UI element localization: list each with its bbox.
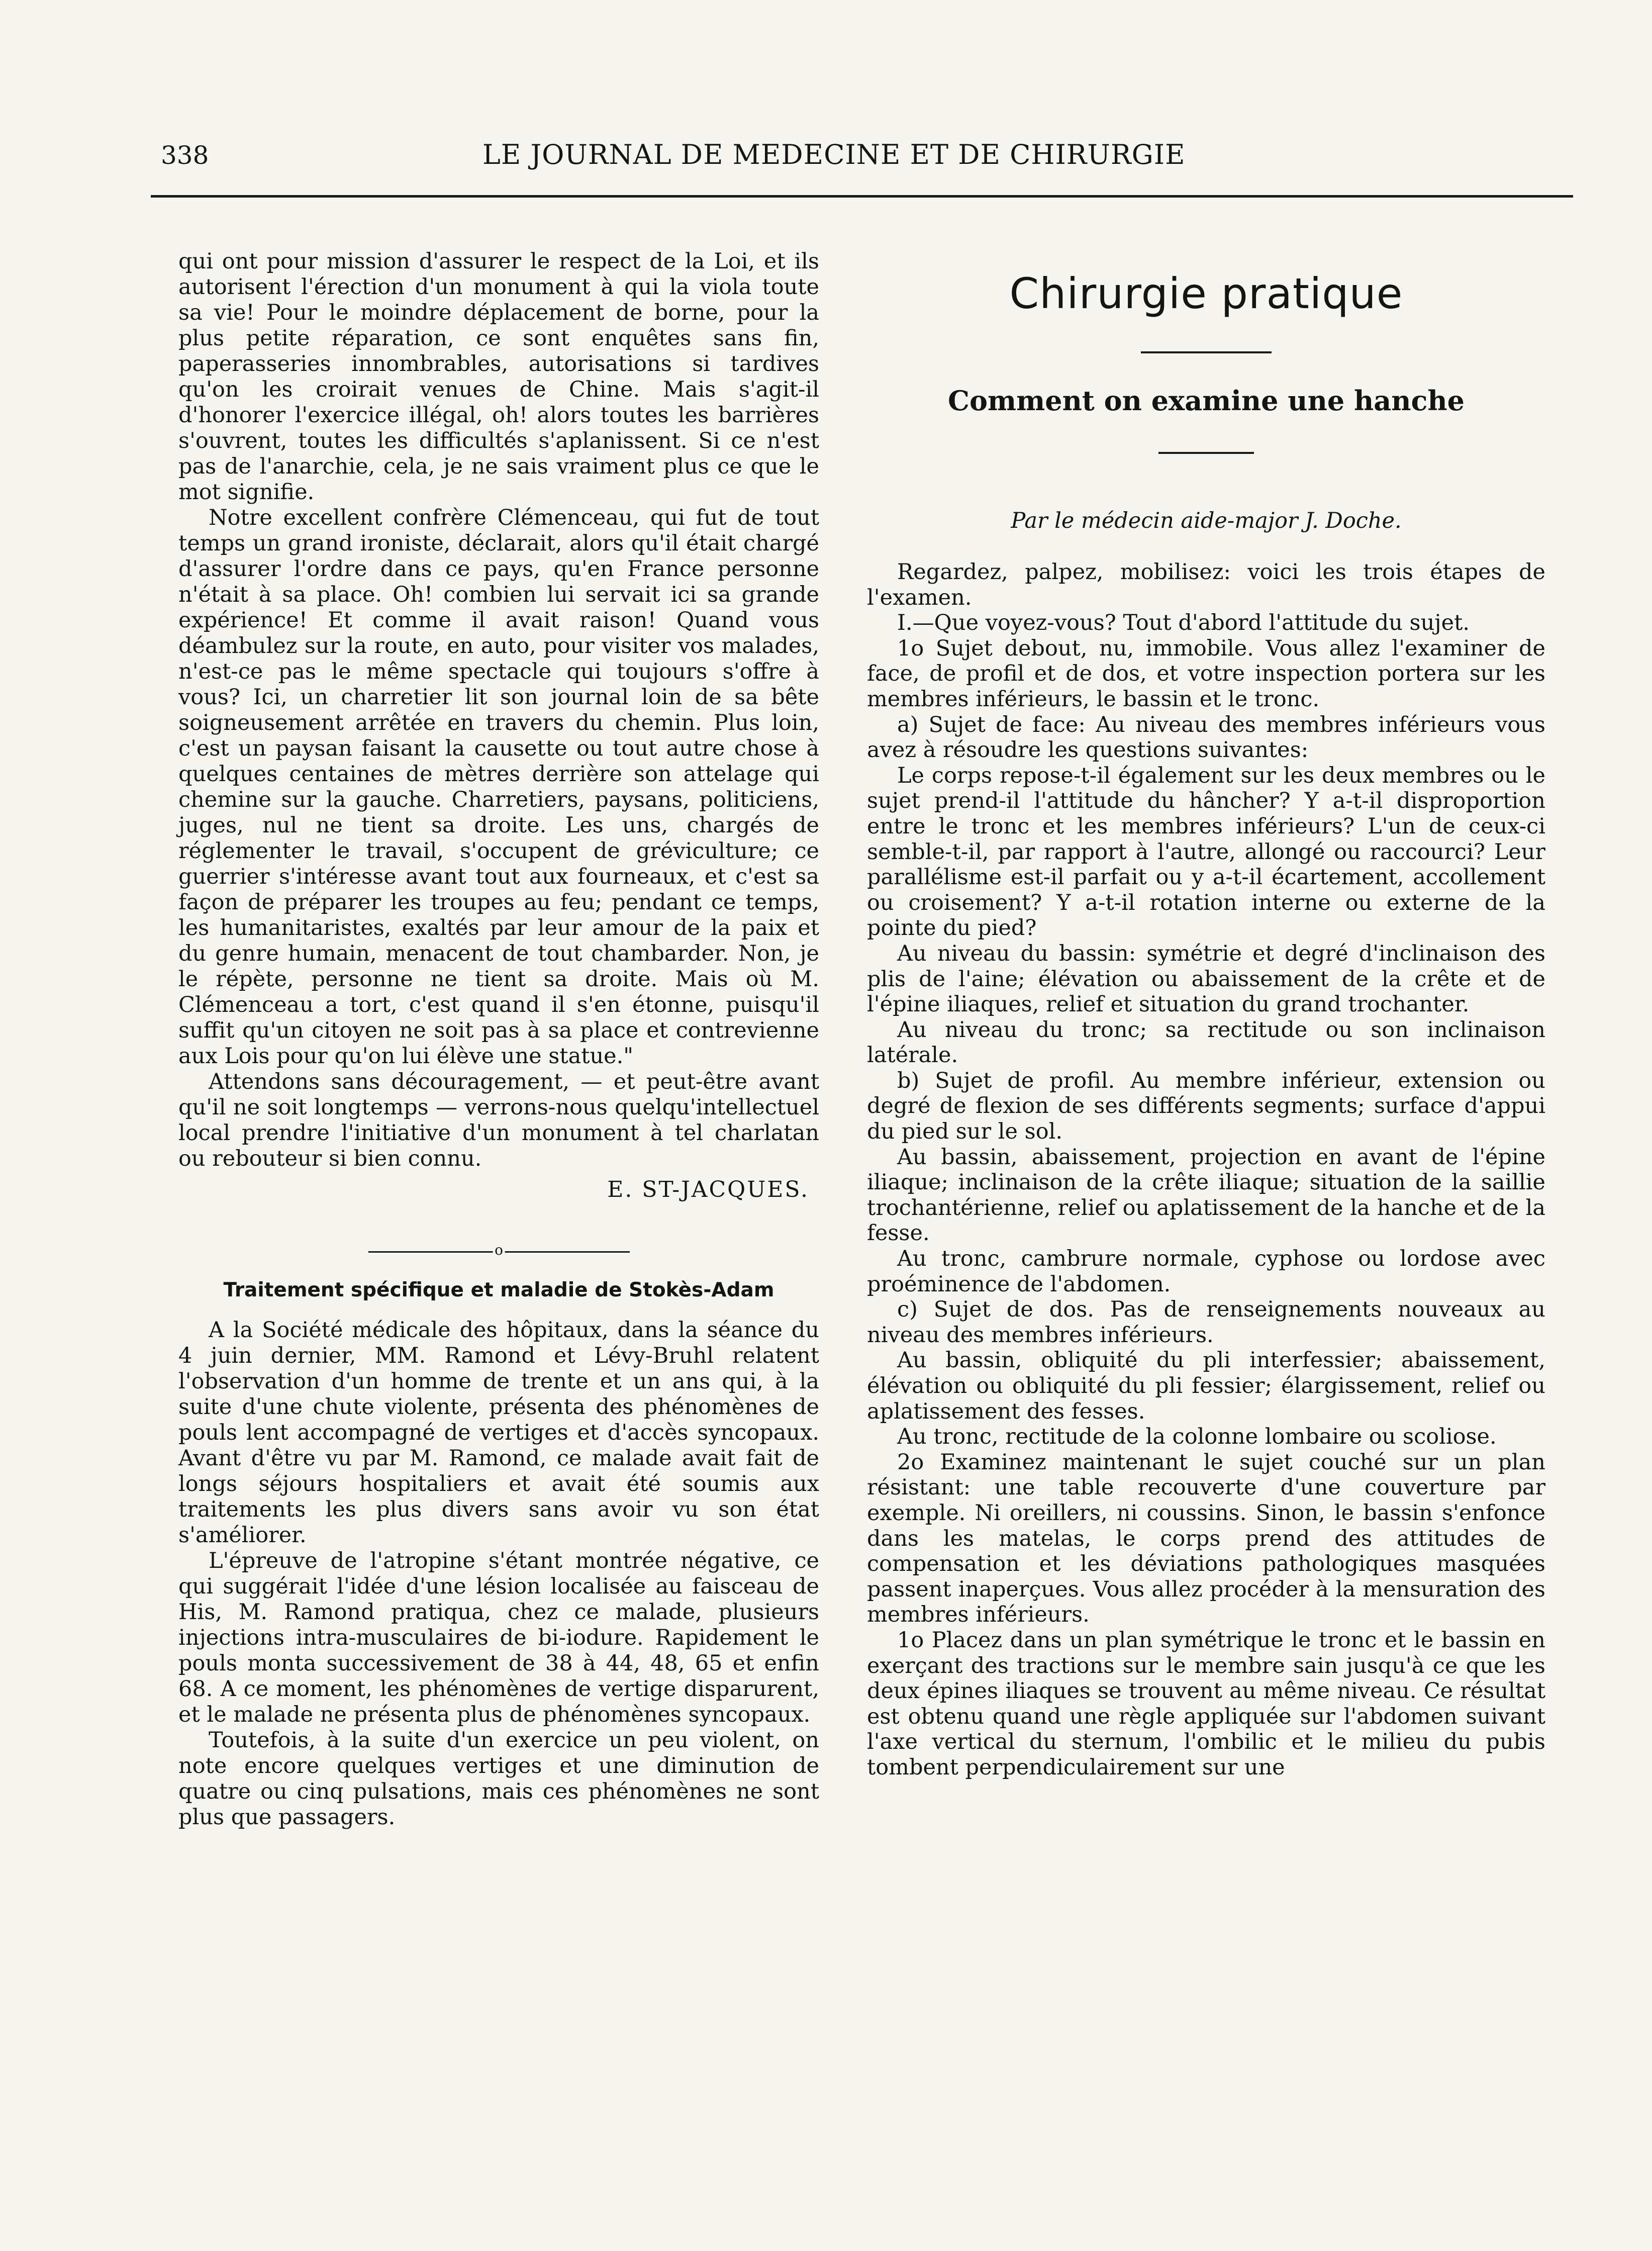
author-signature: E. ST-JACQUES. xyxy=(607,1177,809,1202)
paragraph: Au niveau du bassin: symétrie et degré d'inclinaison des plis de l'aine; élévation ou abaissement de la crête et de l'épine iliaques, relief et situation du grand trochanter. xyxy=(867,941,1545,1017)
paragraph: L'épreuve de l'atropine s'étant montrée négative, ce qui suggérait l'idée d'une lésion localisée au faisceau de His, M. Ramond pratiqua, chez ce malade, plusieurs injections intra-musculaires de bi-iodure. Rapidement le pouls monta successivement de 38 à 44, 48, 65 et enfin 68. A ce moment, les phénomènes de vertige disparurent, et le malade ne présenta plus de phénomènes syncopaux. xyxy=(178,1548,819,1727)
title-rule xyxy=(1141,351,1272,353)
running-title: LE JOURNAL DE MEDECINE ET DE CHIRURGIE xyxy=(482,139,1186,170)
article-heading: Traitement spécifique et maladie de Stokès-Adam xyxy=(223,1279,774,1301)
paragraph: Au bassin, abaissement, projection en avant de l'épine iliaque; inclinaison de la crête iliaque; situation de la saillie trochantérienne, relief ou aplatissement de la hanche et de la fesse. xyxy=(867,1144,1545,1246)
paragraph: c) Sujet de dos. Pas de renseignements nouveaux au niveau des membres inférieurs. xyxy=(867,1297,1545,1348)
page-header xyxy=(151,136,1573,176)
paragraph: 1o Placez dans un plan symétrique le tronc et le bassin en exerçant des tractions sur le membre sain jusqu'à ce que les deux épines iliaques se trouvent au même niveau. Ce résultat est obtenu quand une règle appliquée sur l'abdomen suivant l'axe vertical du sternum, l'ombilic et le milieu du pubis tombent perpendiculairement sur une xyxy=(867,1627,1545,1780)
paragraph: Au niveau du tronc; sa rectitude ou son inclinaison latérale. xyxy=(867,1017,1545,1068)
paragraph: Attendons sans découragement, — et peut-être avant qu'il ne soit longtemps — verrons-nous quelqu'intellectuel local prendre l'initiative d'un monument à tel charlatan ou rebouteur si bien connu. xyxy=(178,1069,819,1171)
title-rule xyxy=(1158,452,1254,454)
right-column xyxy=(867,249,1545,1780)
left-column xyxy=(178,249,819,1830)
header-rule xyxy=(151,195,1573,198)
page-number: 338 xyxy=(161,141,209,170)
paragraph: Au tronc, rectitude de la colonne lombaire ou scoliose. xyxy=(897,1424,1497,1450)
paragraph: Au bassin, obliquité du pli interfessier; abaissement, élévation ou obliquité du pli fessier; élargissement, relief ou aplatissement des fesses. xyxy=(867,1348,1545,1424)
section-title: Chirurgie pratique xyxy=(1009,269,1403,318)
paragraph: Notre excellent confrère Clémenceau, qui fut de tout temps un grand ironiste, déclarait, alors qu'il était chargé d'assurer l'ordre dans ce pays, qu'en France personne n'était à sa place. Oh! combien lui servait ici sa grande expérience! Et comme il avait raison! Quand vous déambulez sur la route, en auto, pour visiter vos malades, n'est-ce pas le même spectacle qui toujours s'offre à vous? Ici, un charretier lit son journal loin de sa bête soigneusement arrêtée en travers du chemin. Plus loin, c'est un paysan faisant la causette ou tout autre chose à quelques centaines de mètres derrière son attelage qui chemine sur la gauche. Charretiers, paysans, politiciens, juges, nul ne tient sa droite. Les uns, chargés de réglementer le travail, s'occupent de gréviculture; ce guerrier s'intéresse avant tout aux fourneaux, et c'est sa façon de préparer les troupes au feu; pendant ce temps, les humanitaristes, exaltés par leur amour de la paix et du genre humain, menacent de tout chambarder. Non, je le répète, personne ne tient sa droite. Mais où M. Clémenceau a tort, c'est quand il s'en étonne, puisqu'il suffit qu'un citoyen ne soit pas à sa place et contrevienne aux Lois pour qu'on lui élève une statue." xyxy=(178,505,819,1069)
article-title: Comment on examine une hanche xyxy=(947,385,1465,417)
paragraph: Toutefois, à la suite d'un exercice un peu violent, on note encore quelques vertiges et une diminution de quatre ou cinq pulsations, mais ces phénomènes ne sont plus que passagers. xyxy=(178,1728,819,1830)
paragraph: Le corps repose-t-il également sur les deux membres ou le sujet prend-il l'attitude du hâncher? Y a-t-il disproportion entre le tronc et les membres inférieurs? L'un de ceux-ci semble-t-il, par rapport à l'autre, allongé ou raccourci? Leur parallélisme est-il parfait ou y a-t-il écartement, accollement ou croisement? Y a-t-il rotation interne ou externe de la pointe du pied? xyxy=(867,763,1545,941)
paragraph: a) Sujet de face: Au niveau des membres inférieurs vous avez à résoudre les questions suivantes: xyxy=(867,712,1545,763)
separator-ornament: o xyxy=(493,1242,505,1258)
paragraph: Au tronc, cambrure normale, cyphose ou lordose avec proéminence de l'abdomen. xyxy=(867,1246,1545,1297)
paragraph: b) Sujet de profil. Au membre inférieur, extension ou degré de flexion de ses différents segments; surface d'appui du pied sur le sol. xyxy=(867,1068,1545,1145)
paragraph: I.—Que voyez-vous? Tout d'abord l'attitude du sujet. xyxy=(897,610,1470,636)
paragraph: A la Société médicale des hôpitaux, dans la séance du 4 juin dernier, MM. Ramond et Lévy-Bruhl relatent l'observation d'un homme de trente et un ans qui, à la suite d'une chute violente, présenta des phénomènes de pouls lent accompagné de vertiges et d'accès syncopaux. Avant d'être vu par M. Ramond, ce malade avait fait de longs séjours hospitaliers et avait été soumis aux traitements les plus divers sans avoir vu son état s'améliorer. xyxy=(178,1318,819,1548)
section-separator xyxy=(368,1242,630,1262)
author-byline: Par le médecin aide-major J. Doche. xyxy=(1011,508,1402,533)
paragraph: qui ont pour mission d'assurer le respect de la Loi, et ils autorisent l'érection d'un monument à qui la viola toute sa vie! Pour le moindre déplacement de borne, pour la plus petite réparation, ce sont enquêtes sans fin, paperasseries innombrables, autorisations si tardives qu'on les croirait venues de Chine. Mais s'agit-il d'honorer l'exercice illégal, oh! alors toutes les barrières s'ouvrent, toutes les difficultés s'aplanissent. Si ce n'est pas de l'anarchie, cela, je ne sais vraiment plus ce que le mot signifie. xyxy=(178,249,819,505)
paragraph: 1o Sujet debout, nu, immobile. Vous allez l'examiner de face, de profil et de dos, et votre inspection portera sur les membres inférieurs, le bassin et le tronc. xyxy=(867,635,1545,712)
paragraph: 2o Examinez maintenant le sujet couché sur un plan résistant: une table recouverte d'une couverture par exemple. Ni oreillers, ni coussins. Sinon, le bassin s'enfonce dans les matelas, le corps prend des attitudes de compensation et les déviations pathologiques masquées passent inaperçues. Vous allez procéder à la mensuration des membres inférieurs. xyxy=(867,1449,1545,1628)
paragraph: Regardez, palpez, mobilisez: voici les trois étapes de l'examen. xyxy=(867,559,1545,610)
